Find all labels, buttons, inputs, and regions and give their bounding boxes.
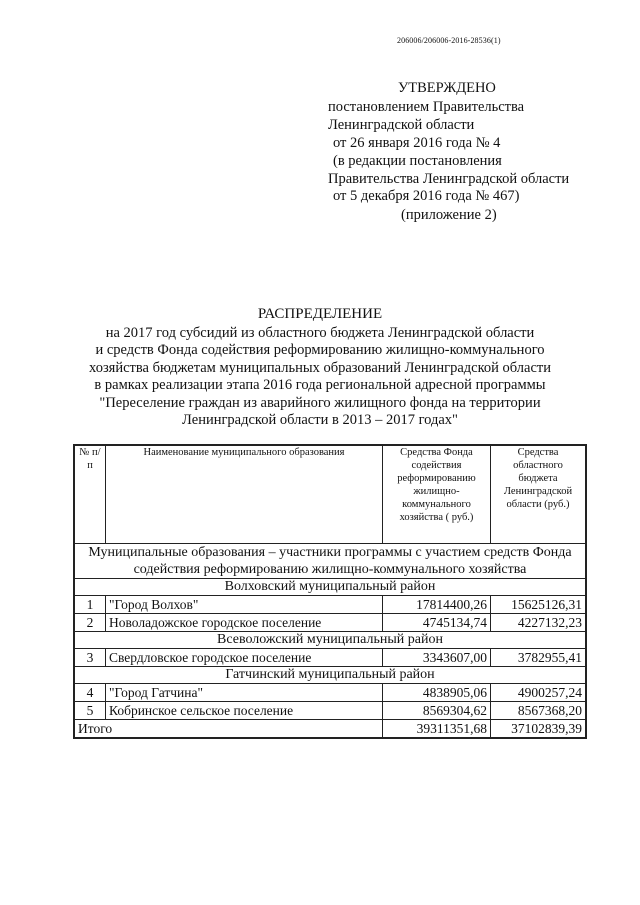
title-line: и средств Фонда содействия реформированию жилищно-коммунального	[95, 342, 545, 358]
total-fund: 39311351,68	[383, 719, 491, 738]
row-municipality: Свердловское городское поселение	[106, 648, 383, 666]
total-regional: 37102839,39	[491, 719, 587, 738]
row-number: 2	[74, 613, 106, 631]
title-line: Ленинградской области в 2013 – 2017 годах"	[182, 412, 458, 428]
district-row	[74, 578, 586, 595]
document-id: 206006/206006-2016-28536(1)	[397, 36, 501, 45]
row-fund: 4838905,06	[383, 683, 491, 701]
row-number: 5	[74, 701, 106, 719]
row-regional: 3782955,41	[491, 648, 587, 666]
header-fund: Средства Фонда содействия реформированию жилищно-коммунального хозяйства ( руб.)	[383, 445, 491, 543]
table-row	[74, 613, 586, 631]
approval-line: (в редакции постановления	[333, 153, 502, 169]
title-line: хозяйства бюджетам муниципальных образований Ленинградской области	[89, 359, 551, 376]
total-row	[74, 719, 586, 738]
row-municipality: Кобринское сельское поселение	[106, 701, 383, 719]
title-heading: РАСПРЕДЕЛЕНИЕ	[257, 306, 383, 322]
total-label: Итого	[74, 719, 383, 738]
header-regional: Средства областного бюджета Ленинградской области (руб.)	[491, 445, 587, 543]
table-row	[74, 648, 586, 666]
group-title: Муниципальные образования – участники программы с участием средств Фонда содействия реформированию жилищно-коммунального хозяйства	[74, 543, 586, 578]
title-line: на 2017 год субсидий из областного бюджета Ленинградской области	[105, 324, 535, 341]
row-regional: 4227132,23	[491, 613, 587, 631]
approval-line: от 5 декабря 2016 года № 467)	[333, 188, 520, 204]
district-name: Всеволожский муниципальный район	[74, 631, 586, 648]
row-fund: 4745134,74	[383, 613, 491, 631]
district-name: Гатчинский муниципальный район	[74, 666, 586, 683]
row-municipality: "Город Гатчина"	[106, 683, 383, 701]
row-fund: 3343607,00	[383, 648, 491, 666]
appendix-label: (приложение 2)	[401, 207, 497, 223]
header-municipality: Наименование муниципального образования	[106, 445, 383, 543]
approval-heading: УТВЕРЖДЕНО	[398, 80, 496, 96]
row-number: 1	[74, 595, 106, 613]
approval-line: Ленинградской области	[328, 117, 475, 133]
row-fund: 8569304,62	[383, 701, 491, 719]
table-header-row	[74, 445, 586, 543]
group-row	[74, 543, 586, 578]
district-row	[74, 666, 586, 683]
row-number: 4	[74, 683, 106, 701]
table-row	[74, 683, 586, 701]
title-line: "Переселение граждан из аварийного жилищного фонда на территории	[99, 394, 541, 411]
row-municipality: "Город Волхов"	[106, 595, 383, 613]
header-number: № п/п	[74, 445, 106, 543]
distribution-table	[73, 444, 587, 739]
document-title	[60, 306, 580, 430]
district-row	[74, 631, 586, 648]
row-regional: 15625126,31	[491, 595, 587, 613]
row-number: 3	[74, 648, 106, 666]
row-fund: 17814400,26	[383, 595, 491, 613]
table-row	[74, 701, 586, 719]
approval-line: Правительства Ленинградской области	[328, 171, 570, 187]
title-line: в рамках реализации этапа 2016 года региональной адресной программы	[94, 377, 546, 393]
approval-line: от 26 января 2016 года № 4	[333, 135, 501, 151]
row-municipality: Новоладожское городское поселение	[106, 613, 383, 631]
table-row	[74, 595, 586, 613]
row-regional: 4900257,24	[491, 683, 587, 701]
district-name: Волховский муниципальный район	[74, 578, 586, 595]
approval-line: постановлением Правительства	[328, 99, 525, 115]
row-regional: 8567368,20	[491, 701, 587, 719]
